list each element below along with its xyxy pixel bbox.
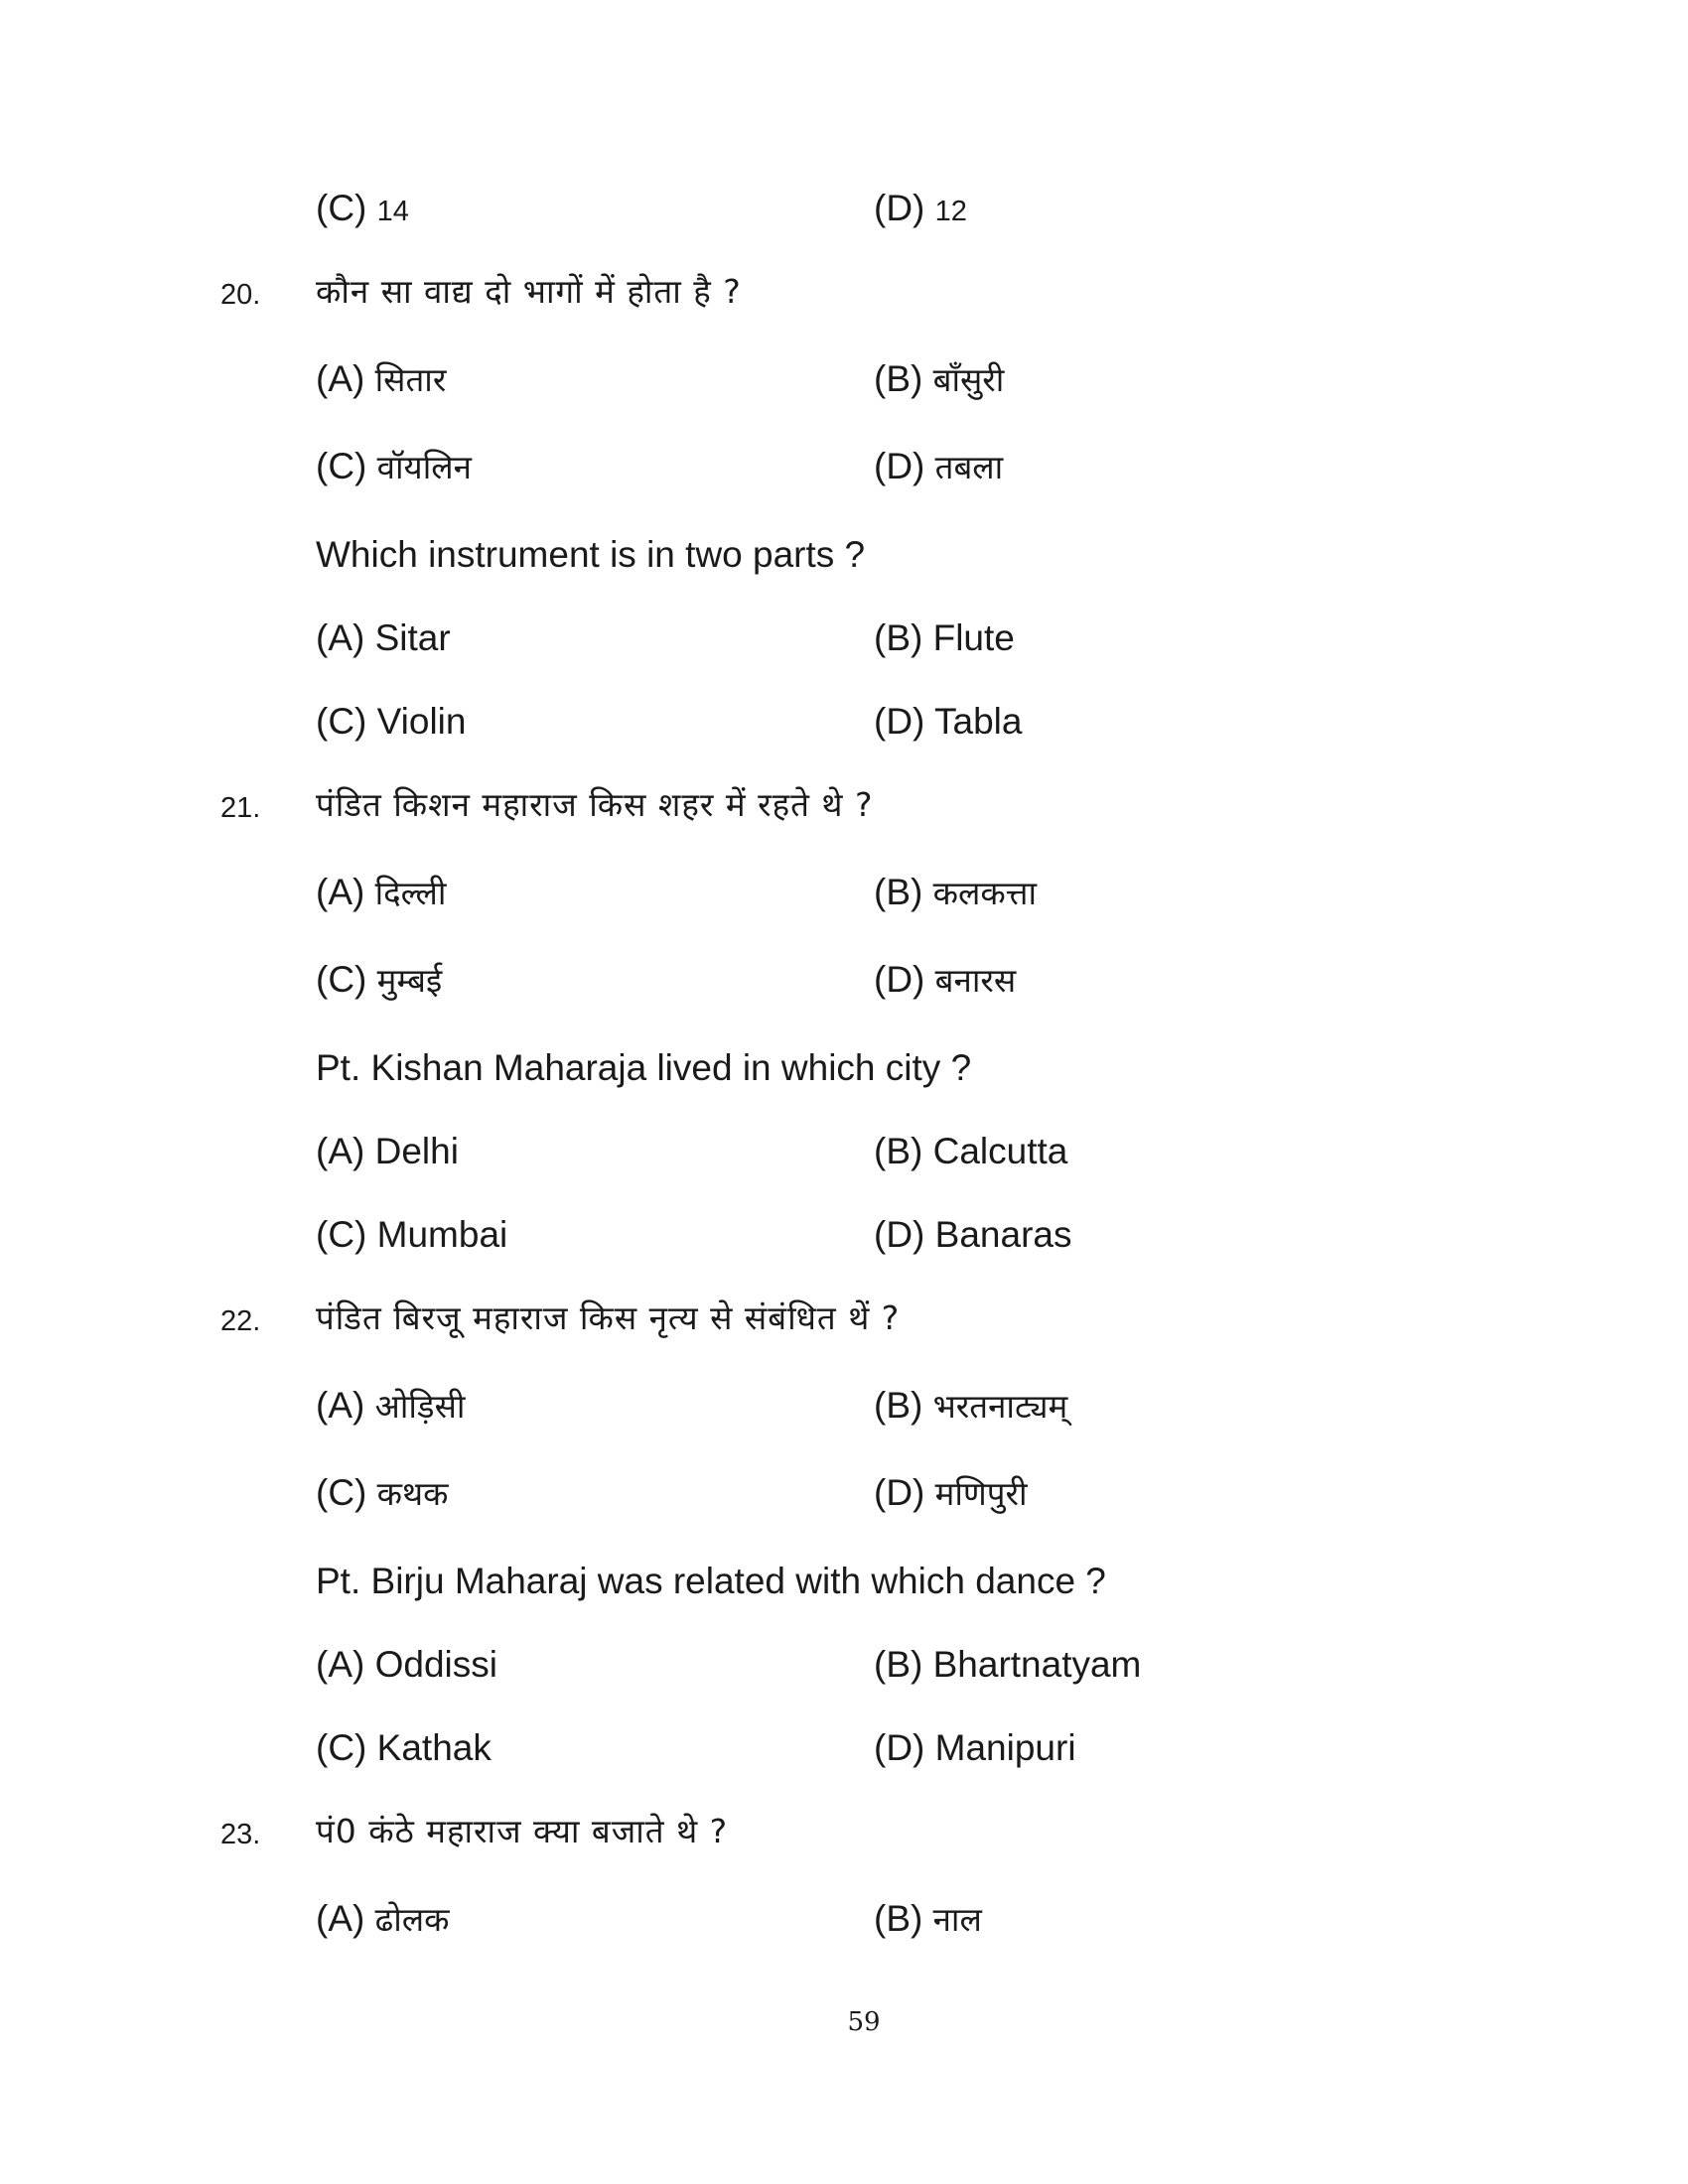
option-label: (B)	[874, 617, 923, 658]
q21-hindi-option-b	[874, 863, 1037, 922]
q20-english-option-b	[874, 609, 1015, 668]
q23-hindi-option-b	[874, 1889, 982, 1949]
option-text: Violin	[376, 701, 467, 742]
option-label: (A)	[316, 1898, 365, 1939]
q21-english-option-d	[874, 1205, 1071, 1265]
q22-english-option-d	[874, 1718, 1076, 1778]
option-label: (C)	[316, 959, 367, 1000]
option-label: (D)	[874, 959, 925, 1000]
q22-hindi-option-d	[874, 1463, 1028, 1523]
option-label: (D)	[874, 188, 925, 228]
option-label: (B)	[874, 1131, 923, 1171]
q21-hindi-option-a	[316, 863, 446, 922]
option-label: (D)	[874, 701, 925, 742]
option-text: दिल्ली	[374, 874, 447, 912]
option-text: Banaras	[934, 1214, 1072, 1255]
page-number: 59	[847, 2007, 881, 2037]
q20-english-option-a	[316, 609, 451, 668]
option-text: मणिपुरी	[934, 1474, 1028, 1513]
option-label: (D)	[874, 1214, 925, 1255]
option-text: Oddissi	[374, 1644, 497, 1685]
q21-hindi-option-c	[316, 950, 442, 1010]
option-text: ढोलक	[374, 1900, 450, 1939]
option-text: नाल	[932, 1900, 982, 1939]
q19-option-c	[316, 179, 409, 238]
q19-option-d	[874, 179, 967, 238]
q22-hindi-option-b	[874, 1376, 1067, 1435]
option-label: (D)	[874, 446, 925, 486]
q20-english-question: Which instrument is in two parts ?	[316, 534, 866, 575]
option-text: वॉयलिन	[376, 448, 472, 486]
option-label: (A)	[316, 617, 365, 658]
option-text: Mumbai	[376, 1214, 508, 1255]
option-label: (B)	[874, 1385, 923, 1426]
q21-hindi-option-d	[874, 950, 1016, 1010]
q22-hindi-question: पंडित बिरजू महाराज किस नृत्य से संबंधित थें ?	[316, 1298, 901, 1337]
q23-hindi-option-a	[316, 1889, 449, 1949]
q20-hindi-question: कौन सा वाद्य दो भागों में होता है ?	[316, 272, 742, 311]
option-text: 14	[376, 196, 409, 227]
option-text: Bhartnatyam	[932, 1644, 1142, 1685]
option-label: (A)	[316, 872, 365, 912]
option-text: 12	[934, 196, 967, 227]
option-text: मुम्बई	[376, 961, 443, 1000]
question-number-23: 23.	[220, 1819, 261, 1850]
q20-hindi-option-b	[874, 349, 1004, 409]
option-label: (D)	[874, 1727, 925, 1768]
option-label: (C)	[316, 1472, 367, 1513]
q20-hindi-option-d	[874, 437, 1003, 496]
q22-hindi-option-c	[316, 1463, 448, 1523]
question-number-22: 22.	[220, 1305, 261, 1337]
option-label: (C)	[316, 701, 367, 742]
option-text: कथक	[376, 1474, 449, 1513]
option-text: बनारस	[934, 961, 1017, 1000]
option-label: (C)	[316, 1727, 367, 1768]
option-label: (C)	[316, 446, 367, 486]
option-text: Flute	[932, 617, 1015, 658]
q20-english-option-c	[316, 692, 466, 751]
q23-hindi-question: पं0 कंठे महाराज क्या बजाते थे ?	[316, 1812, 729, 1850]
option-label: (A)	[316, 1131, 365, 1171]
option-text: Kathak	[376, 1727, 492, 1768]
option-text: Manipuri	[934, 1727, 1076, 1768]
option-label: (B)	[874, 1644, 923, 1685]
option-text: Sitar	[374, 617, 451, 658]
q22-hindi-option-a	[316, 1376, 465, 1435]
option-label: (C)	[316, 188, 367, 228]
q20-english-option-d	[874, 692, 1022, 751]
q20-hindi-option-c	[316, 437, 472, 496]
option-text: Tabla	[934, 701, 1023, 742]
option-text: Delhi	[374, 1131, 459, 1171]
q21-english-option-a	[316, 1122, 459, 1181]
option-label: (B)	[874, 872, 923, 912]
q22-english-option-a	[316, 1635, 497, 1695]
q21-english-question: Pt. Kishan Maharaja lived in which city ?	[316, 1047, 972, 1088]
option-label: (A)	[316, 1644, 365, 1685]
option-label: (B)	[874, 358, 923, 399]
q20-hindi-option-a	[316, 349, 446, 409]
q21-english-option-c	[316, 1205, 507, 1265]
question-number-21: 21.	[220, 792, 261, 824]
option-text: बाँसुरी	[932, 360, 1005, 399]
question-number-20: 20.	[220, 279, 261, 311]
option-text: Calcutta	[932, 1131, 1068, 1171]
option-label: (D)	[874, 1472, 925, 1513]
option-text: सितार	[374, 360, 447, 399]
option-label: (B)	[874, 1898, 923, 1939]
q21-hindi-question: पंडित किशन महाराज किस शहर में रहते थे ?	[316, 785, 874, 824]
option-text: ओड़िसी	[374, 1387, 466, 1426]
option-label: (A)	[316, 358, 365, 399]
q22-english-option-c	[316, 1718, 492, 1778]
q22-english-option-b	[874, 1635, 1141, 1695]
option-text: तबला	[934, 448, 1004, 486]
q22-english-question: Pt. Birju Maharaj was related with which dance ?	[316, 1561, 1106, 1601]
q21-english-option-b	[874, 1122, 1067, 1181]
option-text: भरतनाट्यम्	[932, 1387, 1068, 1426]
option-label: (A)	[316, 1385, 365, 1426]
option-text: कलकत्ता	[932, 874, 1038, 912]
option-label: (C)	[316, 1214, 367, 1255]
